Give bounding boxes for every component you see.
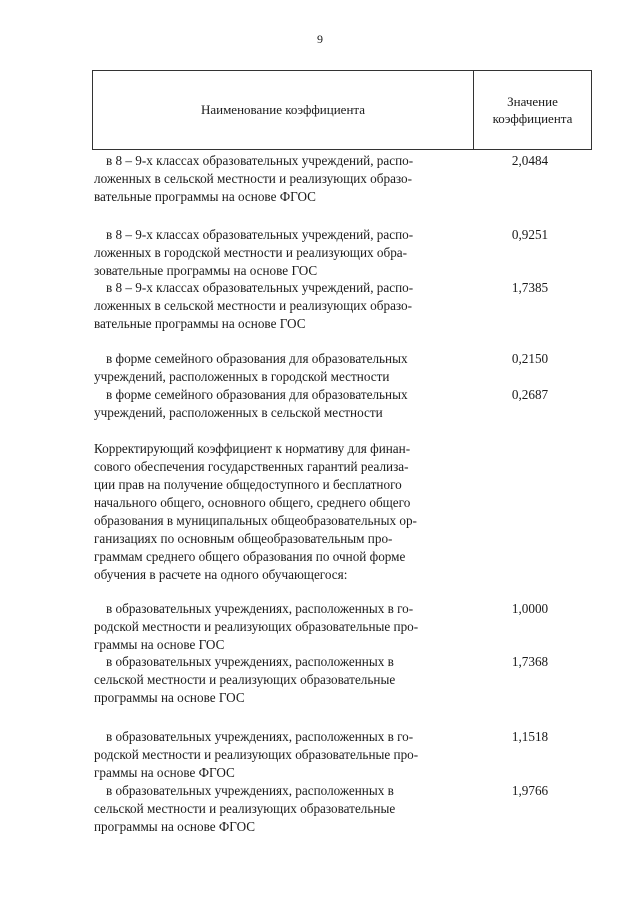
description-line: ложенных в городской местности и реализующих обра- <box>94 245 408 260</box>
table-header <box>92 70 592 150</box>
coefficient-value: 1,0000 <box>511 601 549 616</box>
coefficient-value: 0,9251 <box>511 227 549 242</box>
coefficient-description <box>94 728 471 782</box>
description-line: зовательные программы на основе ГОС <box>94 263 318 278</box>
description-line: ложенных в сельской местности и реализующих образо- <box>94 171 413 186</box>
description-line: учреждений, расположенных в сельской местности <box>94 405 383 420</box>
coefficient-description <box>94 350 471 386</box>
description-line: программы на основе ГОС <box>94 690 245 705</box>
description-line: граммы на основе ГОС <box>94 637 225 652</box>
coefficient-value: 1,7385 <box>511 280 549 295</box>
description-line: сельской местности и реализующих образовательные <box>94 801 396 816</box>
paragraph-line: начального общего, основного общего, среднего общего <box>94 495 411 510</box>
description-line: родской местности и реализующих образовательные про- <box>94 747 419 762</box>
coefficient-description <box>94 226 471 280</box>
description-line: в 8 – 9-х классах образовательных учреждений, распо- <box>106 227 414 242</box>
paragraph-line: ганизациях по основным общеобразовательным про- <box>94 531 393 546</box>
coefficient-value: 0,2150 <box>511 351 549 366</box>
coefficient-description <box>94 279 471 333</box>
correction-coefficient-paragraph <box>94 440 471 584</box>
coefficient-value: 1,9766 <box>511 783 549 798</box>
paragraph-line: образования в муниципальных общеобразовательных ор- <box>94 513 417 528</box>
coefficient-value: 0,2687 <box>511 387 549 402</box>
coefficient-value: 1,1518 <box>511 729 549 744</box>
description-line: в образовательных учреждениях, расположенных в го- <box>106 729 414 744</box>
page-number: 9 <box>317 32 323 46</box>
coefficient-description <box>94 653 471 707</box>
description-line: программы на основе ФГОС <box>94 819 256 834</box>
description-line: в образовательных учреждениях, расположенных в го- <box>106 601 414 616</box>
description-line: вательные программы на основе ФГОС <box>94 189 316 204</box>
description-line: в форме семейного образования для образовательных <box>106 351 408 366</box>
description-line: учреждений, расположенных в городской местности <box>94 369 390 384</box>
coefficient-value: 1,7368 <box>511 654 549 669</box>
coefficient-description <box>94 600 471 654</box>
description-line: в 8 – 9-х классах образовательных учреждений, распо- <box>106 280 414 295</box>
coefficient-description <box>94 386 471 422</box>
header-name-column: Наименование коэффициента <box>93 71 474 149</box>
paragraph-line: обучения в расчете на одного обучающегося: <box>94 567 348 582</box>
description-line: родской местности и реализующих образовательные про- <box>94 619 419 634</box>
description-line: вательные программы на основе ГОС <box>94 316 306 331</box>
paragraph-line: ции прав на получение общедоступного и бесплатного <box>94 477 402 492</box>
coefficient-description <box>94 152 471 206</box>
description-line: в образовательных учреждениях, расположенных в <box>106 654 394 669</box>
coefficient-value: 2,0484 <box>511 153 549 168</box>
paragraph-line: Корректирующий коэффициент к нормативу для финан- <box>94 441 411 456</box>
description-line: ложенных в сельской местности и реализующих образо- <box>94 298 413 313</box>
coefficient-description <box>94 782 471 836</box>
header-value-line2: коэффициента <box>492 111 573 126</box>
description-line: в 8 – 9-х классах образовательных учреждений, распо- <box>106 153 414 168</box>
description-line: в форме семейного образования для образовательных <box>106 387 408 402</box>
header-value-line1: Значение <box>507 94 558 109</box>
description-line: граммы на основе ФГОС <box>94 765 235 780</box>
paragraph-line: сового обеспечения государственных гарантий реализа- <box>94 459 409 474</box>
description-line: сельской местности и реализующих образовательные <box>94 672 396 687</box>
description-line: в образовательных учреждениях, расположенных в <box>106 783 394 798</box>
paragraph-line: граммам среднего общего образования по очной форме <box>94 549 406 564</box>
header-value-column <box>474 71 591 149</box>
